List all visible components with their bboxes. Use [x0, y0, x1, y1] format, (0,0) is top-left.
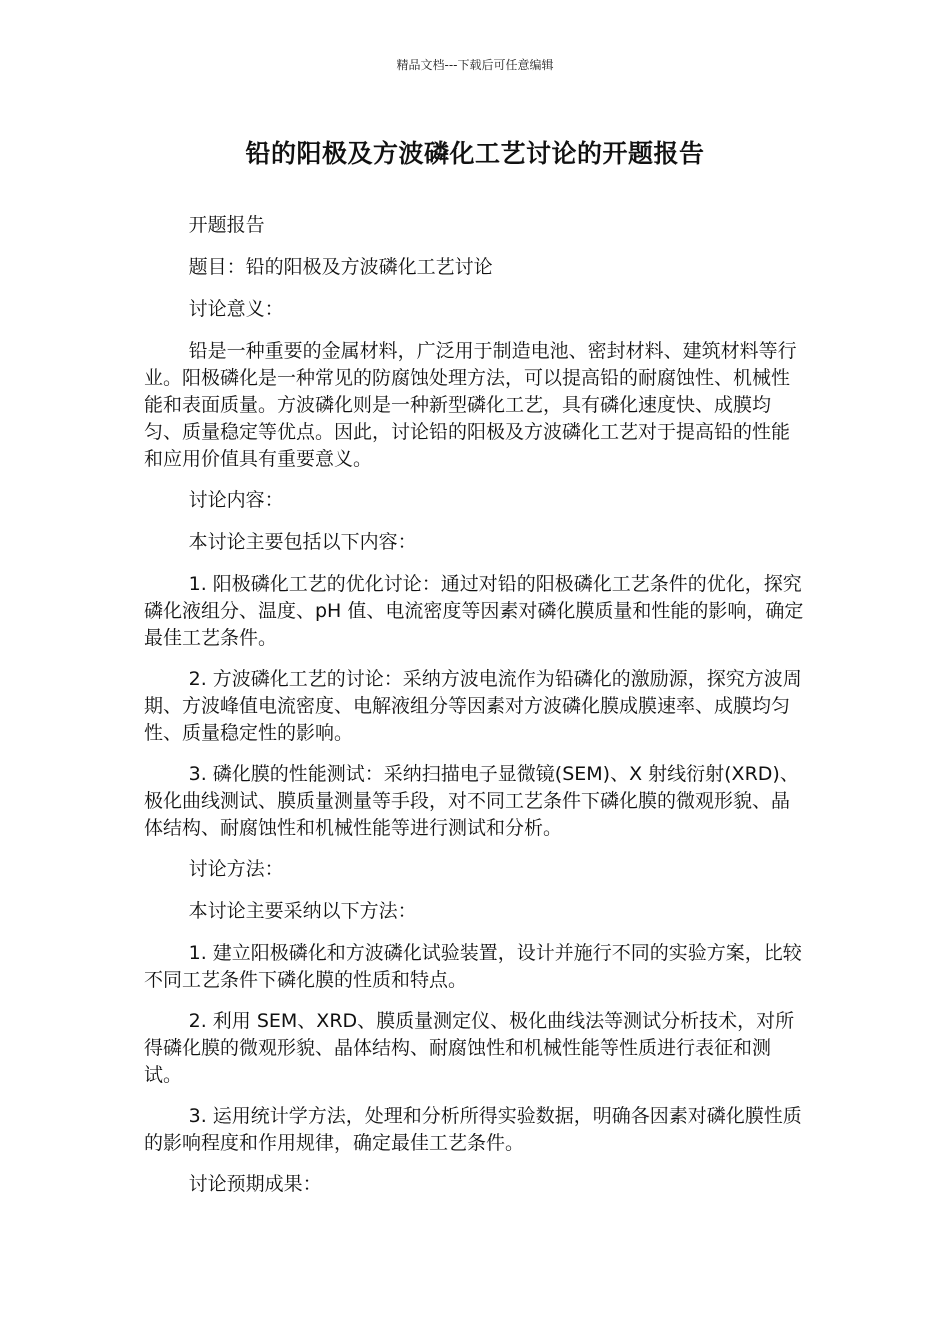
paragraph-report-label: 开题报告 — [188, 214, 265, 236]
paragraph-topic: 题目：铅的阳极及方波磷化工艺讨论 — [188, 256, 493, 278]
list-item-method-2: 2. 利用 SEM、XRD、膜质量测定仪、极化曲线法等测试分析技术，对所得磷化膜的微观形貌、晶体结构、耐腐蚀性和机械性能等性质进行表征和测试。 — [144, 1010, 795, 1086]
document-title: 铅的阳极及方波磷化工艺讨论的开题报告 — [245, 139, 705, 168]
list-item-method-3: 3. 运用统计学方法，处理和分析所得实验数据，明确各因素对磷化膜性质的影响程度和作用规律，确定最佳工艺条件。 — [144, 1105, 802, 1154]
list-item-content-1: 1. 阳极磷化工艺的优化讨论：通过对铅的阳极磷化工艺条件的优化，探究磷化液组分、温度、pH 值、电流密度等因素对磷化膜质量和性能的影响，确定最佳工艺条件。 — [144, 573, 804, 649]
paragraph-methods-intro: 本讨论主要采纳以下方法： — [188, 900, 417, 922]
section-heading-content: 讨论内容： — [188, 489, 284, 511]
paragraph-significance: 铅是一种重要的金属材料，广泛用于制造电池、密封材料、建筑材料等行业。阳极磷化是一种常见的防腐蚀处理方法，可以提高铅的耐腐蚀性、机械性能和表面质量。方波磷化则是一种新型磷化工艺，具有磷化速度快、成膜均匀、质量稳定等优点。因此，讨论铅的阳极及方波磷化工艺对于提高铅的性能和应用价值具有重要意义。 — [144, 340, 797, 470]
section-heading-expected-results: 讨论预期成果： — [188, 1173, 322, 1195]
paragraph-content-intro: 本讨论主要包括以下内容： — [188, 531, 417, 553]
document-body — [144, 212, 808, 1213]
list-item-method-1: 1. 建立阳极磷化和方波磷化试验装置，设计并施行不同的实验方案，比较不同工艺条件下磷化膜的性质和特点。 — [144, 942, 802, 991]
list-item-content-2: 2. 方波磷化工艺的讨论：采纳方波电流作为铅磷化的激励源，探究方波周期、方波峰值电流密度、电解液组分等因素对方波磷化膜成膜速率、成膜均匀性、质量稳定性的影响。 — [144, 668, 802, 744]
section-heading-significance: 讨论意义： — [188, 298, 284, 320]
section-heading-methods: 讨论方法： — [188, 858, 284, 880]
list-item-content-3: 3. 磷化膜的性能测试：采纳扫描电子显微镜(SEM)、X 射线衍射(XRD)、极化曲线测试、膜质量测量等手段，对不同工艺条件下磷化膜的微观形貌、晶体结构、耐腐蚀性和机械性能等进行测试和分析。 — [144, 763, 799, 839]
page-header-note: 精品文档---下载后可任意编辑 — [396, 58, 554, 72]
